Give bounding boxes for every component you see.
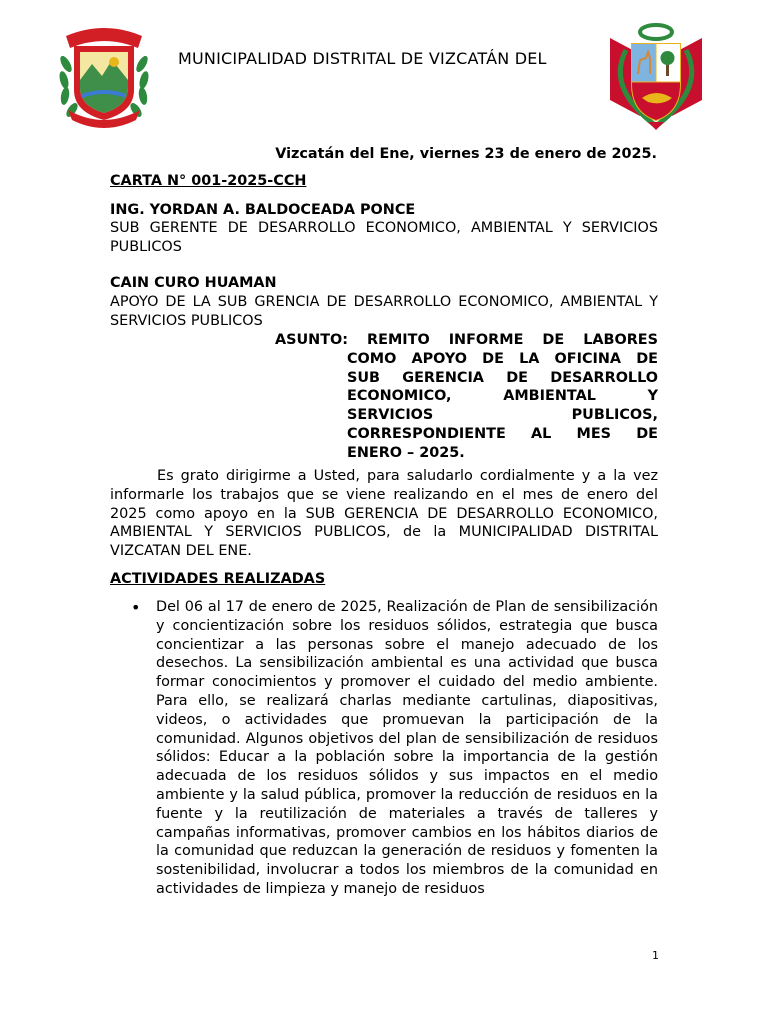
recipient-name: ING. YORDAN A. BALDOCEADA PONCE (110, 202, 416, 218)
municipality-logo (56, 20, 152, 130)
asunto-block (110, 331, 658, 463)
bullet-item: Del 06 al 17 de enero de 2025, Realización de Plan de sensibilización y concientización sobre los residuos sólidos, estrategia que busca concientizar a las personas sobre el manejo adecuado de los desechos. La sensibilización ambiental es una actividad que busca formar conocimientos y promover el cuidado del medio ambiente. Para ello, se realizará charlas mediante cartulinas, diapositivas, videos, o actividades que promuevan la participación de la comunidad. Algunos objetivos del plan de sensibilización de residuos sólidos: Educar a la población sobre la importancia de la gestión adecuada de los residuos sólidos y sus impactos en el medio ambiente y la salud pública, promover la reducción de residuos en la fuente y la reutilización de materiales a través de talleres y campañas informativas, promover cambios en los hábitos diarios de la comunidad que reduzcan la generación de residuos y fomenten la sostenibilidad, involucrar a todos los miembros de la comunidad en actividades de limpieza y manejo de residuos (156, 599, 658, 897)
asunto-line: ASUNTO: REMITO INFORME DE LABORES (275, 332, 658, 348)
sender-name: CAIN CURO HUAMAN (110, 275, 277, 291)
asunto-line: CORRESPONDIENTE AL MES DE (347, 425, 658, 442)
bullet-marker: • (131, 598, 141, 617)
letter-date: Vizcatán del Ene, viernes 23 de enero de 2025. (275, 146, 657, 162)
page-number: 1 (652, 949, 659, 962)
asunto-line: ENERO – 2025. (347, 444, 465, 461)
peru-coat-of-arms (596, 18, 716, 134)
page-header-title: MUNICIPALIDAD DISTRITAL DE VIZCATÁN DEL (178, 49, 547, 68)
asunto-line: ECONOMICO, AMBIENTAL Y (347, 388, 658, 405)
recipient-title: SUB GERENTE DE DESARROLLO ECONOMICO, AMBIENTAL Y SERVICIOS PUBLICOS (110, 220, 658, 255)
asunto-line: SUB GERENCIA DE DESARROLLO (347, 369, 658, 386)
intro-paragraph: Es grato dirigirme a Usted, para saludarlo cordialmente y a la vez informarle los trabajos que se viene realizando en el mes de enero del 2025 como apoyo en la SUB GERENCIA DE DESARROLLO ECONOMICO, AMBIENTAL Y SERVICIOS PUBLICOS, de la MUNICIPALIDAD DISTRITAL VIZCATAN DEL ENE. (110, 468, 658, 560)
sender-title: APOYO DE LA SUB GRENCIA DE DESARROLLO ECONOMICO, AMBIENTAL Y SERVICIOS PUBLICOS (110, 294, 658, 329)
asunto-line: COMO APOYO DE LA OFICINA DE (347, 350, 658, 367)
section-heading: ACTIVIDADES REALIZADAS (110, 571, 326, 587)
asunto-line: SERVICIOS PUBLICOS, (347, 407, 658, 424)
carta-number: CARTA N° 001-2025-CCH (110, 173, 307, 189)
